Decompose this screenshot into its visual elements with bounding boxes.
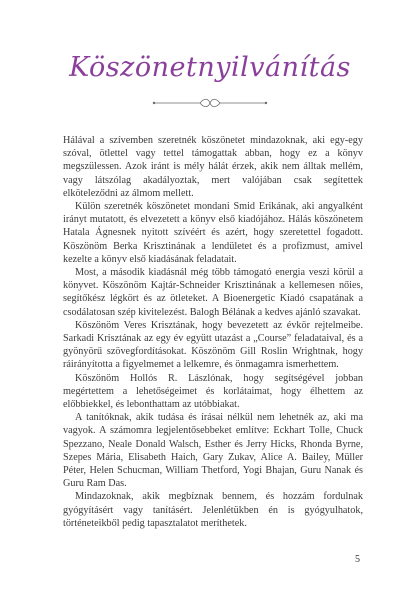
page-number: 5 — [355, 554, 360, 565]
paragraph: Köszönöm Veres Krisztának, hogy bevezetett az évkör rejtelmeibe. Sarkadi Krisztának az egy év együtt utazást a „Course” feladataival, és a gyönyörű szövegfordításokat. Köszönöm Gill Roslin Wrightnak, hogy ráirányította a figyelmemet a lelkemre, és önmagamra ismerhettem. — [63, 319, 363, 371]
page-title: Köszönetnyilvánítás — [69, 52, 351, 83]
body-text — [63, 134, 363, 530]
title-ornament — [150, 95, 270, 111]
paragraph: Mindazoknak, akik megbíznak bennem, és hozzám fordulnak gyógyításért vagy tanításért. Jelenlétükben én is gyógyulhatok, történeteikből pedig tapasztalatot meríthetek. — [63, 491, 363, 529]
paragraph: A tanítóknak, akik tudása és írásai nélkül nem lehetnék az, aki ma vagyok. A számomra legjelentősebbeket említve: Eckhart Tolle, Chuck Spezzano, Neale Donald Walsch, Esther és Jerry Hicks, Rhonda Byrne, Szepes Mária, Elisabeth Haich, Gary Zukav, Alice A. Bailey, Müller Péter, Helen Schucman, William Thetford, Yogi Bhajan, Guru Nanak és Guru Ram Das. — [63, 412, 363, 490]
paragraph: Most, a második kiadásnál még több támogató energia veszi körül a könyvet. Köszönöm Kajtár-Schneider Krisztinának a kellemesen nőies, segítőkész légkört és az ötleteket. A Bioenergetic Kiadó csapatának a csodálatosan szép kivitelezést. Balogh Bélának a kedves ajánló szavakat. — [63, 267, 363, 318]
paragraph: Hálával a szívemben szeretnék köszönetet mindazoknak, aki egy-egy szóval, ötlettel vagy tettel támogattak abban, hogy ez a könyv megszülessen. Azok iránt is mély hálát érzek, akik nem álltak mellém, vagy látszólag akadályoztak, mert valójában csak segítettek elköteleződni az álmom mellett. — [63, 135, 363, 199]
paragraph: Köszönöm Hollós R. Lászlónak, hogy segítségével jobban megértettem a lehetőségeimet és korlátaimat, hogy élhettem az előbbiekkel, és lebonthattam az utóbbiakat. — [63, 372, 363, 411]
paragraph: Külön szeretnék köszönetet mondani Smid Erikának, aki angyalként irányt mutatott, és elvezetett a könyv első kiadójához. Hálás köszönetem Hatala Ágnesnek nyitott szívéért és azért, hogy szeretettel fogadott. Köszönöm Berka Krisztinának a lendületet és a profizmust, amivel kezelte a könyv első kiadásának feladatait. — [63, 201, 363, 265]
